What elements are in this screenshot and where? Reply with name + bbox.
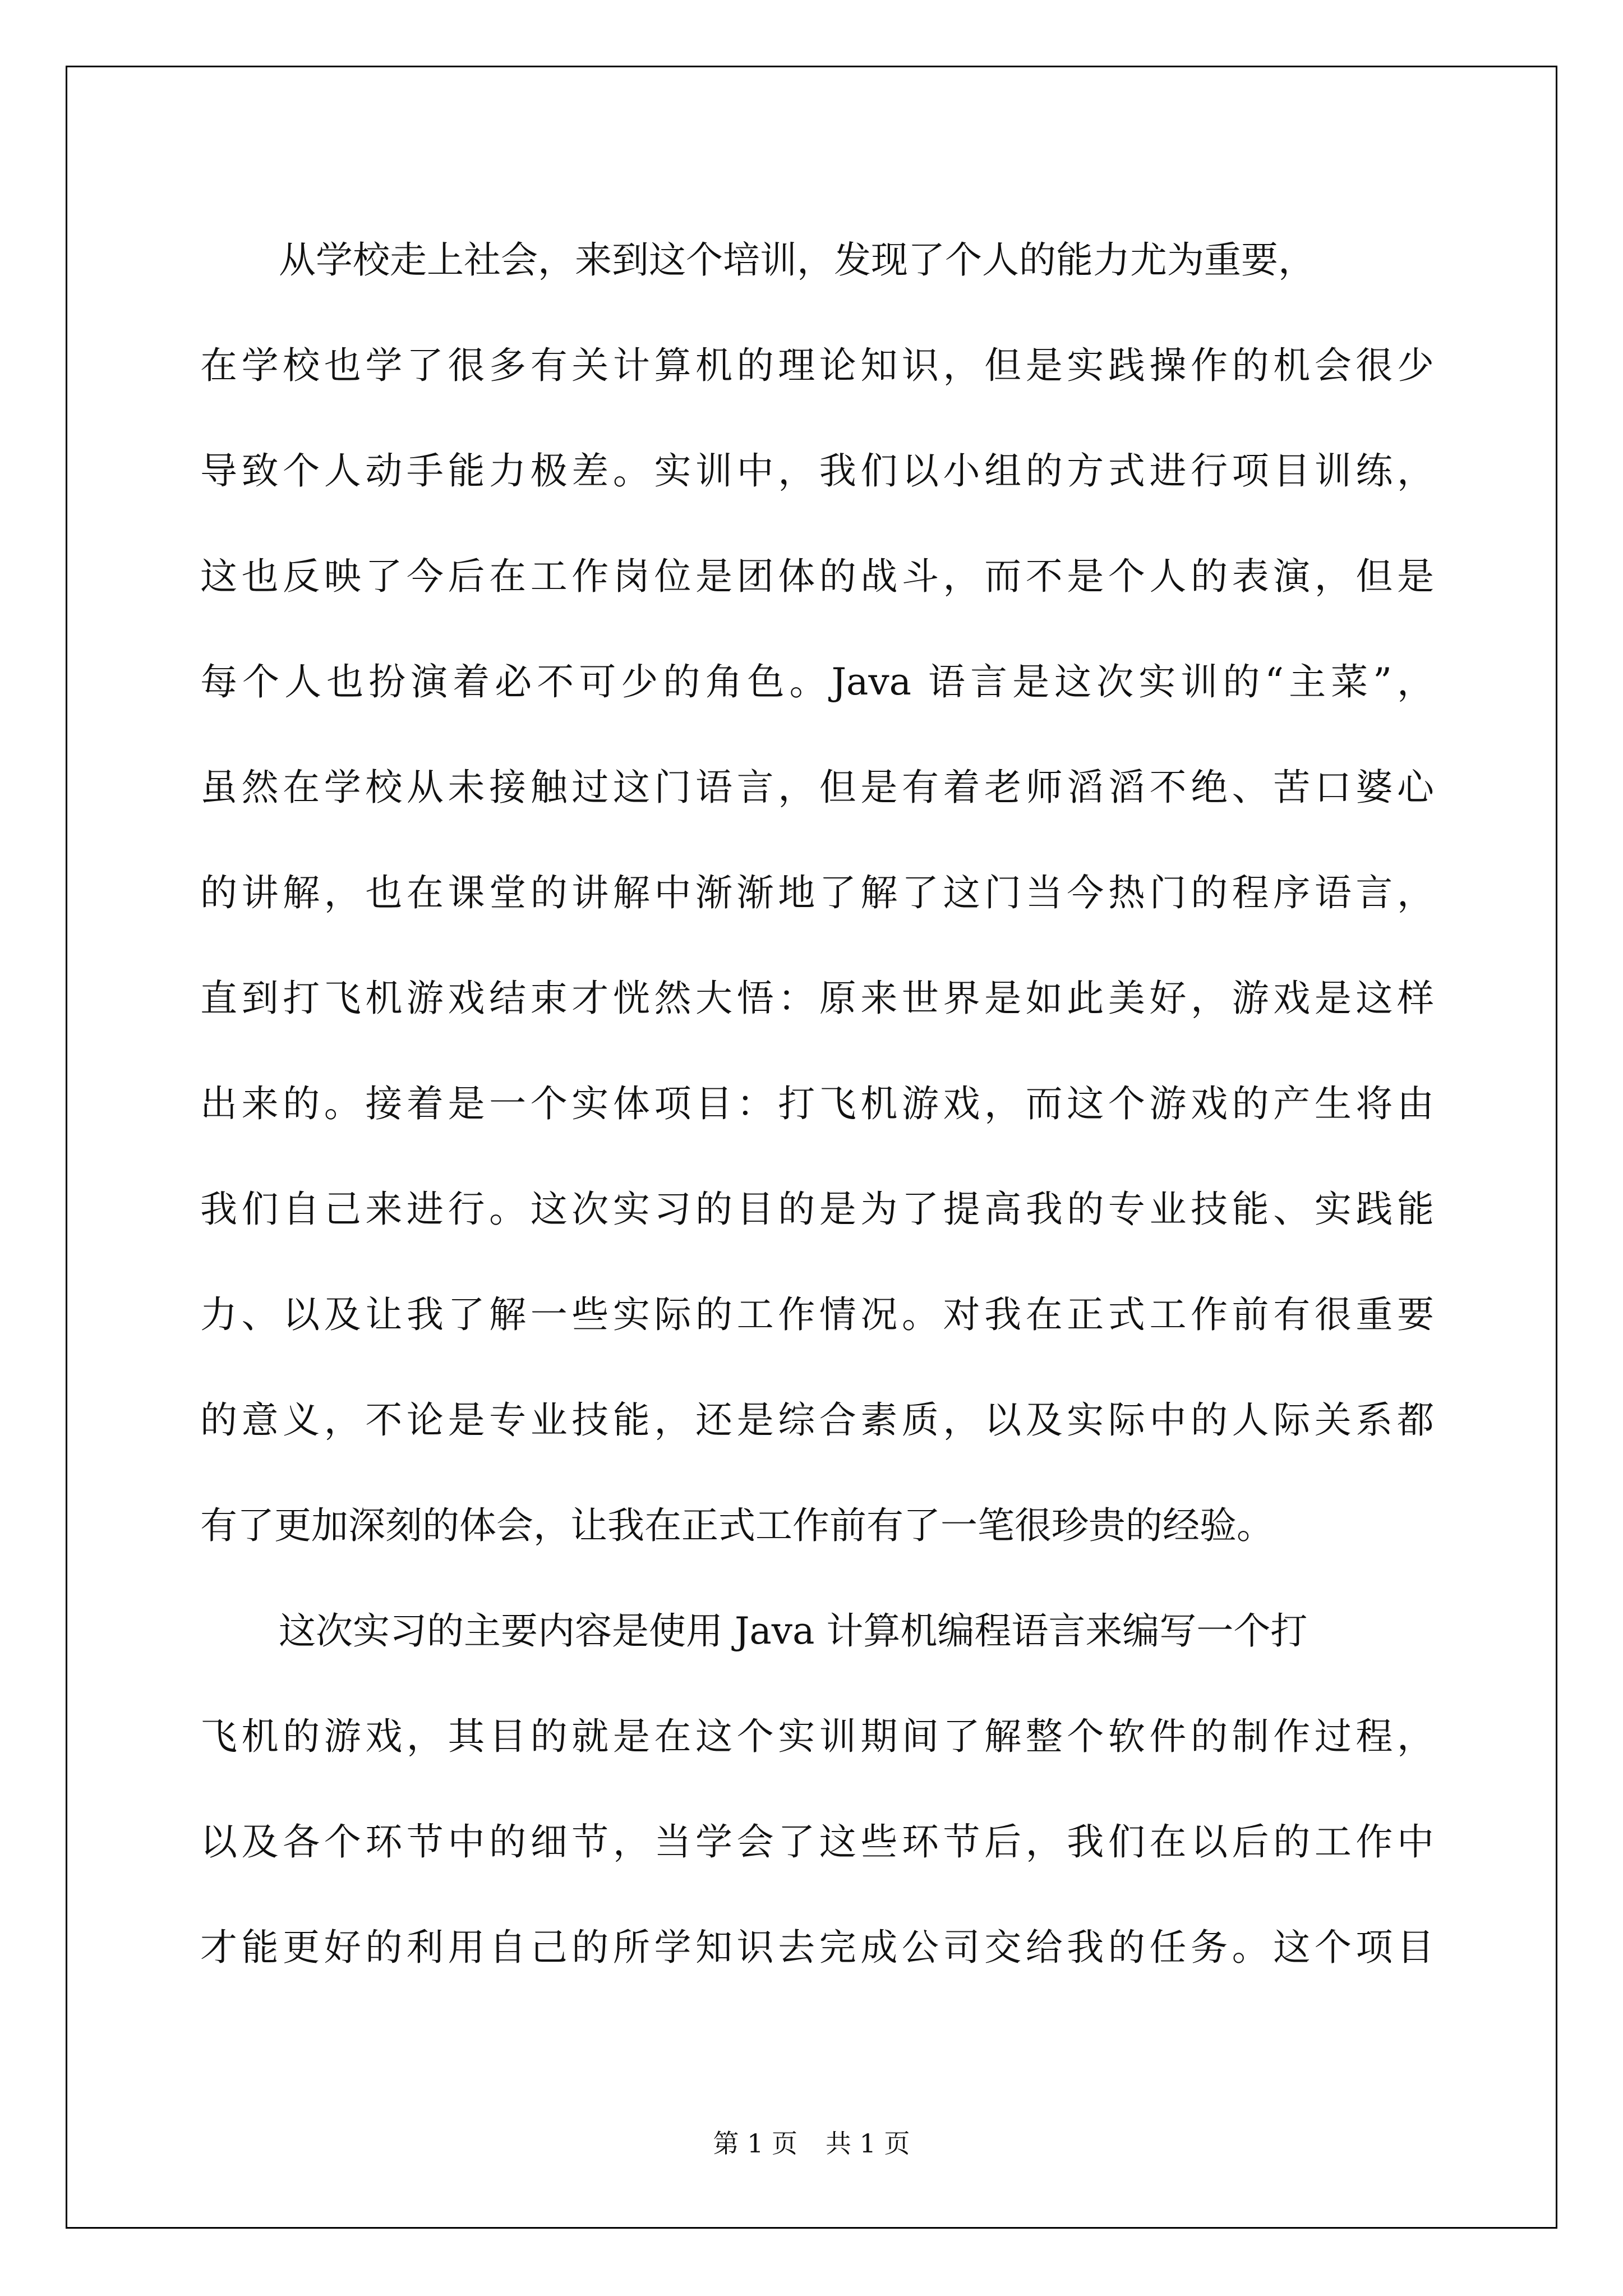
paragraph-1-line-9: 出来的。接着是一个实体项目：打飞机游戏，而这个游戏的产生将由	[200, 1082, 1434, 1125]
paragraph-1-line-5: 每个人也扮演着必不可少的角色。Java 语言是这次实训的“主菜”，	[200, 660, 1434, 703]
page-number: 第 1 页	[713, 2128, 797, 2159]
paragraph-1-line-1: 从学校走上社会，来到这个培训，发现了个人的能力尤为重要，	[279, 238, 1315, 282]
paragraph-1-line-6: 虽然在学校从未接触过这门语言，但是有着老师滔滔不绝、苦口婆心	[200, 766, 1434, 809]
paragraph-2-line-1: 这次实习的主要内容是使用 Java 计算机编程语言来编写一个打	[279, 1609, 1308, 1653]
page-total: 共 1 页	[826, 2128, 910, 2159]
paragraph-1-line-7: 的讲解，也在课堂的讲解中渐渐地了解了这门当今热门的程序语言，	[200, 871, 1434, 914]
paragraph-1-line-11: 力、以及让我了解一些实际的工作情况。对我在正式工作前有很重要	[200, 1293, 1434, 1336]
paragraph-1-line-13: 有了更加深刻的体会，让我在正式工作前有了一笔很珍贵的经验。	[200, 1504, 1274, 1547]
paragraph-2-line-4: 才能更好的利用自己的所学知识去完成公司交给我的任务。这个项目	[200, 1926, 1434, 1969]
paragraph-1-line-8: 直到打飞机游戏结束才恍然大悟：原来世界是如此美好，游戏是这样	[200, 977, 1434, 1020]
paragraph-2-line-3: 以及各个环节中的细节，当学会了这些环节后，我们在以后的工作中	[200, 1820, 1434, 1864]
paragraph-1-line-12: 的意义，不论是专业技能，还是综合素质，以及实际中的人际关系都	[200, 1398, 1434, 1442]
paragraph-1-line-2: 在学校也学了很多有关计算机的理论知识，但是实践操作的机会很少	[200, 344, 1434, 387]
page-footer	[0, 2123, 1623, 2160]
paragraph-1-line-3: 导致个人动手能力极差。实训中，我们以小组的方式进行项目训练，	[200, 449, 1434, 493]
paragraph-1-line-10: 我们自己来进行。这次实习的目的是为了提高我的专业技能、实践能	[200, 1188, 1434, 1231]
paragraph-1-line-4: 这也反映了今后在工作岗位是团体的战斗，而不是个人的表演，但是	[200, 555, 1434, 598]
document-body	[200, 208, 1434, 2000]
paragraph-2-line-2: 飞机的游戏，其目的就是在这个实训期间了解整个软件的制作过程，	[200, 1715, 1434, 1758]
